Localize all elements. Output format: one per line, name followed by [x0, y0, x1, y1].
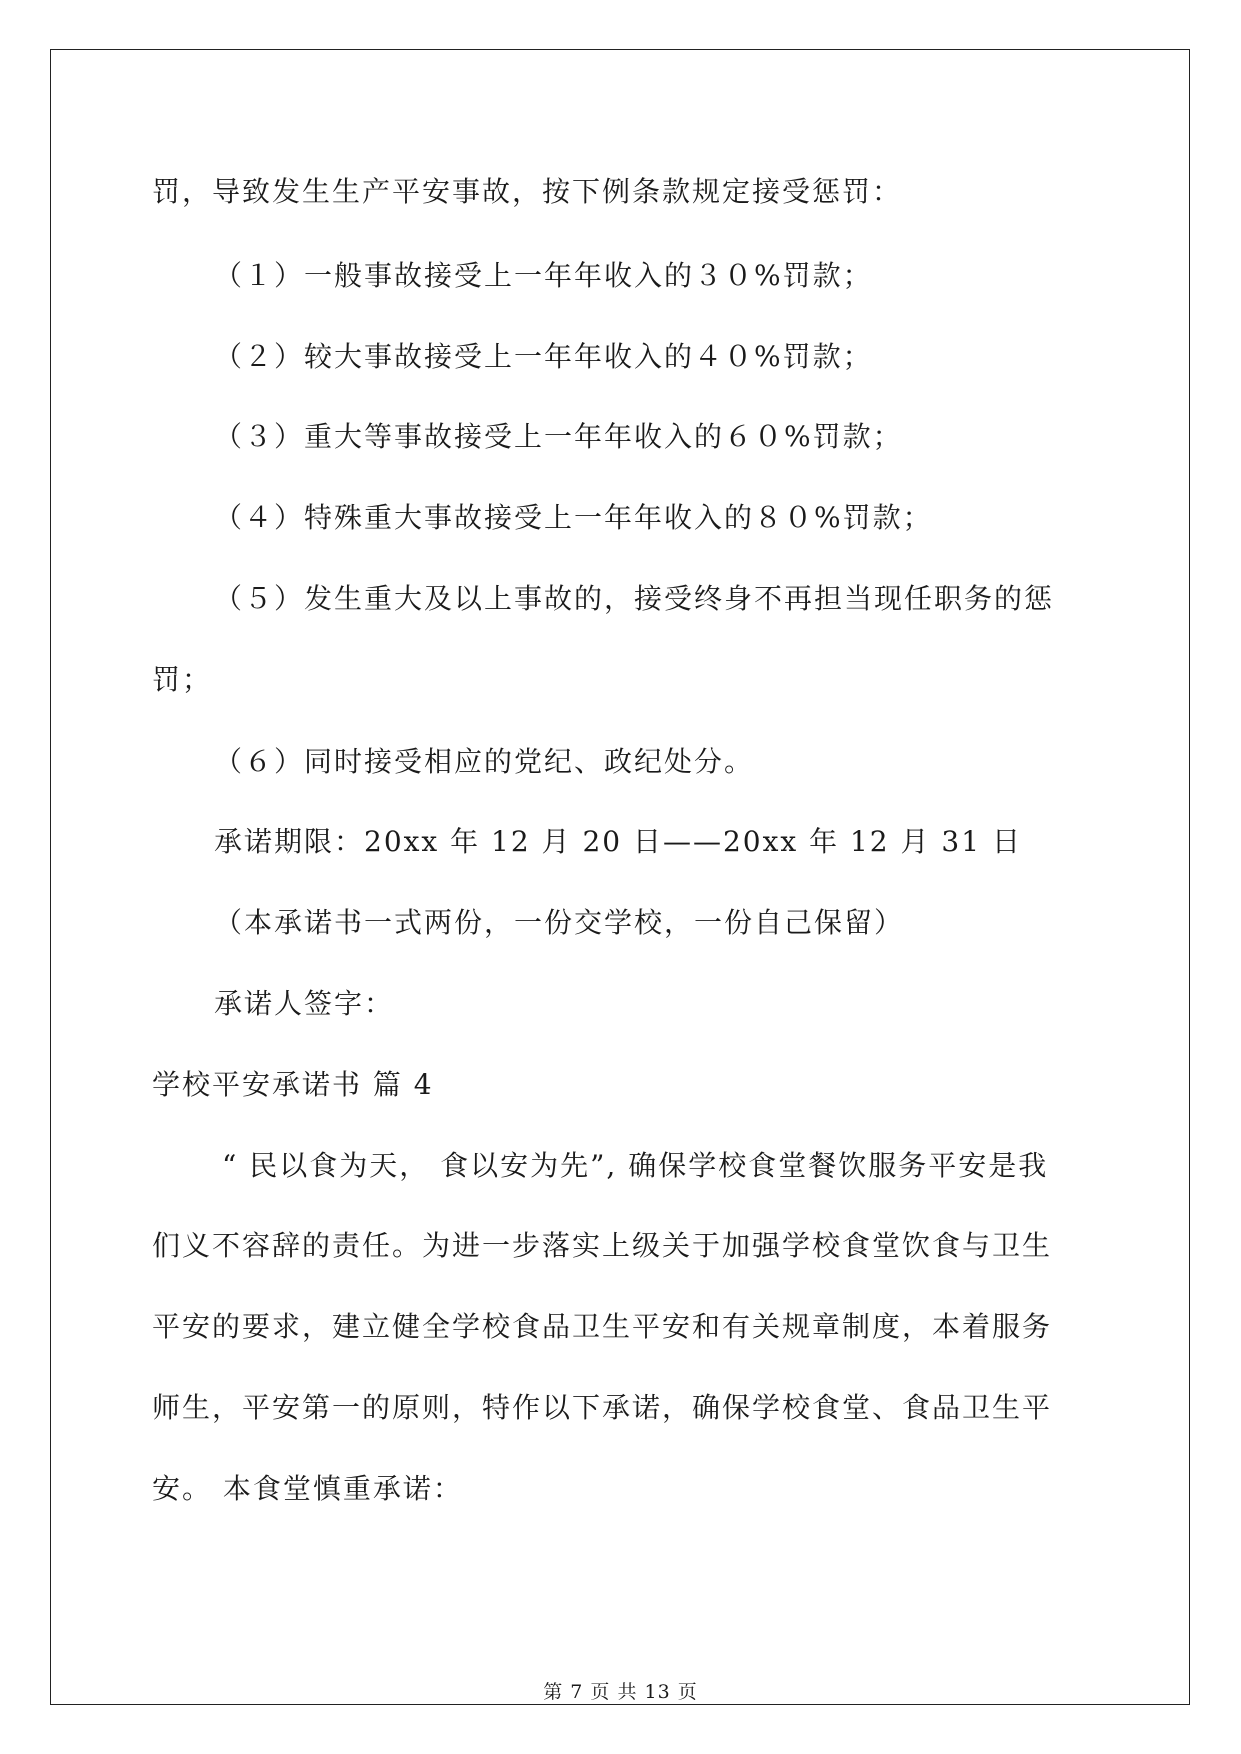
commitment-period: 承诺期限：20xx 年 12 月 20 日——20xx 年 12 月 31 日 [214, 825, 1022, 858]
penalty-item-3: （３）重大等事故接受上一年年收入的６０%罚款； [214, 420, 903, 453]
penalty-item-5: （５）发生重大及以上事故的，接受终身不再担当现任职务的惩 [214, 582, 1055, 615]
paragraph-line-1: “ 民以食为天， 食以安为先”, 确保学校食堂餐饮服务平安是我 [222, 1149, 1049, 1182]
paragraph-line-5: 安。 本食堂慎重承诺： [152, 1472, 463, 1505]
penalty-item-4: （４）特殊重大事故接受上一年年收入的８０%罚款； [214, 501, 933, 534]
penalty-item-2: （２）较大事故接受上一年年收入的４０%罚款； [214, 340, 873, 373]
penalty-item-5-cont: 罚； [152, 663, 213, 696]
penalty-item-6: （６）同时接受相应的党纪、政纪处分。 [214, 745, 755, 778]
page-number-footer: 第 7 页 共 13 页 [543, 1681, 698, 1703]
page-border [50, 49, 1190, 1705]
section-heading: 学校平安承诺书 篇 4 [152, 1068, 434, 1101]
penalty-item-1: （１）一般事故接受上一年年收入的３０%罚款； [214, 259, 873, 292]
paragraph-line-2: 们义不容辞的责任。为进一步落实上级关于加强学校食堂饮食与卫生 [152, 1229, 1053, 1262]
paragraph-line-3: 平安的要求，建立健全学校食品卫生平安和有关规章制度，本着服务 [152, 1310, 1053, 1343]
copies-note: （本承诺书一式两份，一份交学校，一份自己保留） [214, 906, 905, 939]
penalty-intro-line: 罚，导致发生生产平安事故，按下例条款规定接受惩罚： [152, 175, 903, 208]
signature-label: 承诺人签字： [214, 987, 395, 1020]
paragraph-line-4: 师生，平安第一的原则，特作以下承诺，确保学校食堂、食品卫生平 [152, 1391, 1053, 1424]
